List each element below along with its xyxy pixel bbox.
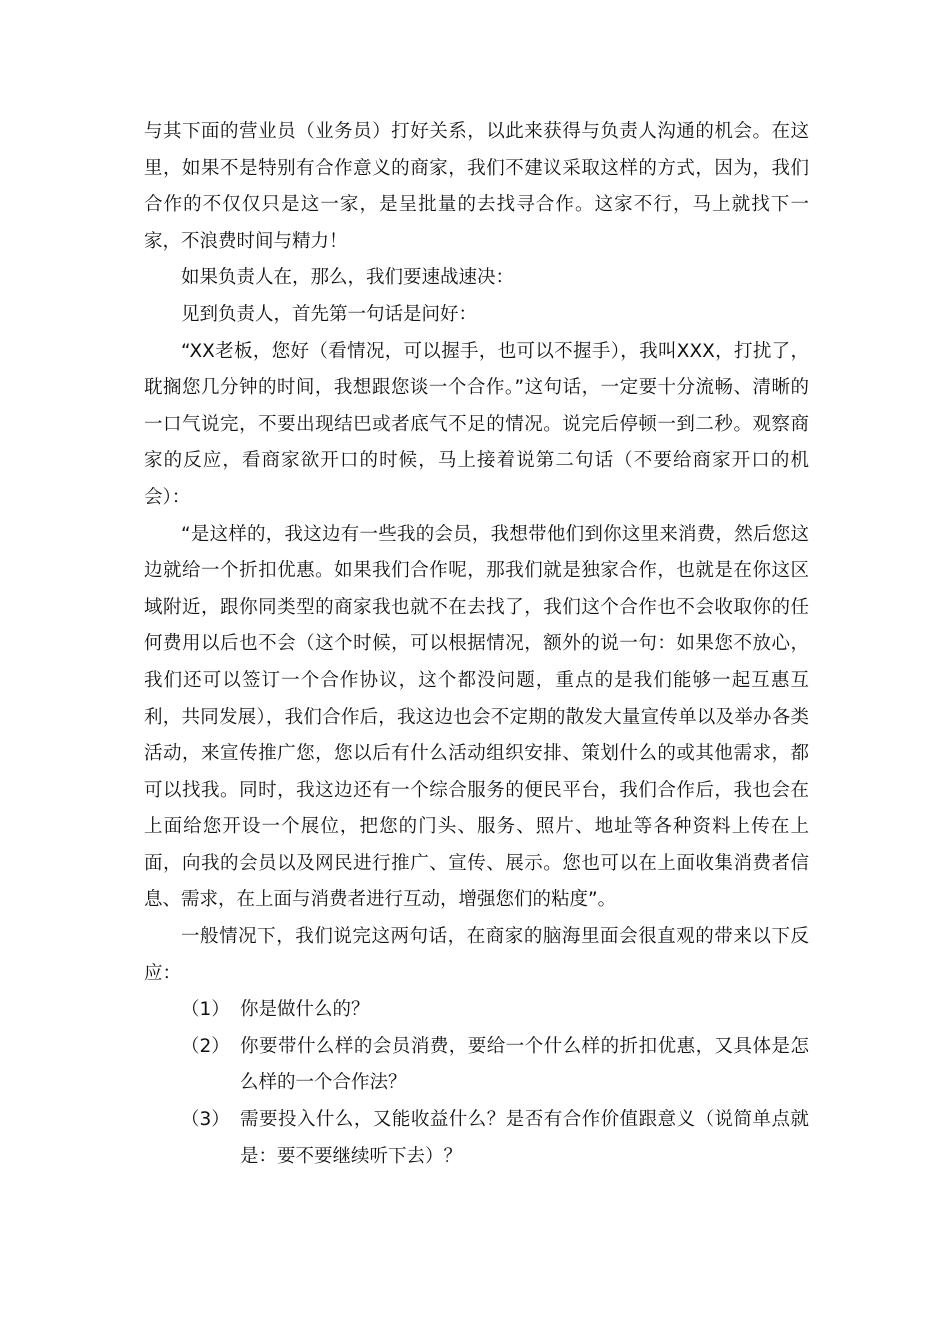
list-item xyxy=(144,1102,809,1175)
paragraph-reaction: 一般情况下，我们说完这两句话，在商家的脑海里面会很直观的带来以下反应： xyxy=(144,926,809,984)
list-item-text: 你要带什么样的会员消费，要给一个什么样的折扣优惠，又具体是怎么样的一个合作法？ xyxy=(240,1035,809,1094)
list-item-number: （1） xyxy=(181,999,230,1021)
list-item xyxy=(144,1029,809,1102)
list-item xyxy=(144,992,809,1029)
paragraph-if-present: 如果负责人在，那么，我们要速战速决： xyxy=(181,267,515,289)
paragraph-intro: 与其下面的营业员（业务员）打好关系，以此来获得与负责人沟通的机会。在这里，如果不是特别有合作意义的商家，我们不建议采取这样的方式，因为，我们合作的不仅仅只是这一家，是呈批量的去找寻合作。这家不行，马上就找下一家，不浪费时间与精力！ xyxy=(144,121,809,252)
list-item-text: 你是做什么的？ xyxy=(240,999,370,1021)
list-item-number: （2） xyxy=(181,1035,230,1057)
document-body xyxy=(144,114,809,1175)
paragraph-second-sentence: “是这样的，我这边有一些我的会员，我想带他们到你这里来消费，然后您这边就给一个折扣优惠。如果我们合作呢，那我们就是独家合作，也就是在你这区域附近，跟你同类型的商家我也就不在去找了，我们这个合作也不会收取你的任何费用以后也不会（这个时候，可以根据情况，额外的说一句：如果您不放心，我们还可以签订一个合作协议，这个都没问题，重点的是我们能够一起互惠互利，共同发展），我们合作后，我这边也会不定期的散发大量宣传单以及举办各类活动，来宣传推广您，您以后有什么活动组织安排、策划什么的或其他需求，都可以找我。同时，我这边还有一个综合服务的便民平台，我们合作后，我也会在上面给您开设一个展位，把您的门头、服务、照片、地址等各种资料上传在上面，向我的会员以及网民进行推广、宣传、展示。您也可以在上面收集消费者信息、需求，在上面与消费者进行互动，增强您们的粘度”。 xyxy=(144,523,809,911)
list-item-text: 需要投入什么，又能收益什么？是否有合作价值跟意义（说简单点就是：要不要继续听下去）？ xyxy=(240,1109,809,1167)
reaction-list xyxy=(144,992,809,1175)
paragraph-greeting: 见到负责人，首先第一句话是问好： xyxy=(181,303,478,325)
paragraph-first-sentence: “XX老板，您好（看情况，可以握手，也可以不握手），我叫XXX，打扰了，耽搁您几分钟的时间，我想跟您谈一个合作。”这句话，一定要十分流畅、清晰的一口气说完，不要出现结巴或者底气不足的情况。说完后停顿一到二秒。观察商家的反应，看商家欲开口的时候，马上接着说第二句话（不要给商家开口的机会）： xyxy=(144,340,809,508)
list-item-number: （3） xyxy=(181,1109,230,1131)
